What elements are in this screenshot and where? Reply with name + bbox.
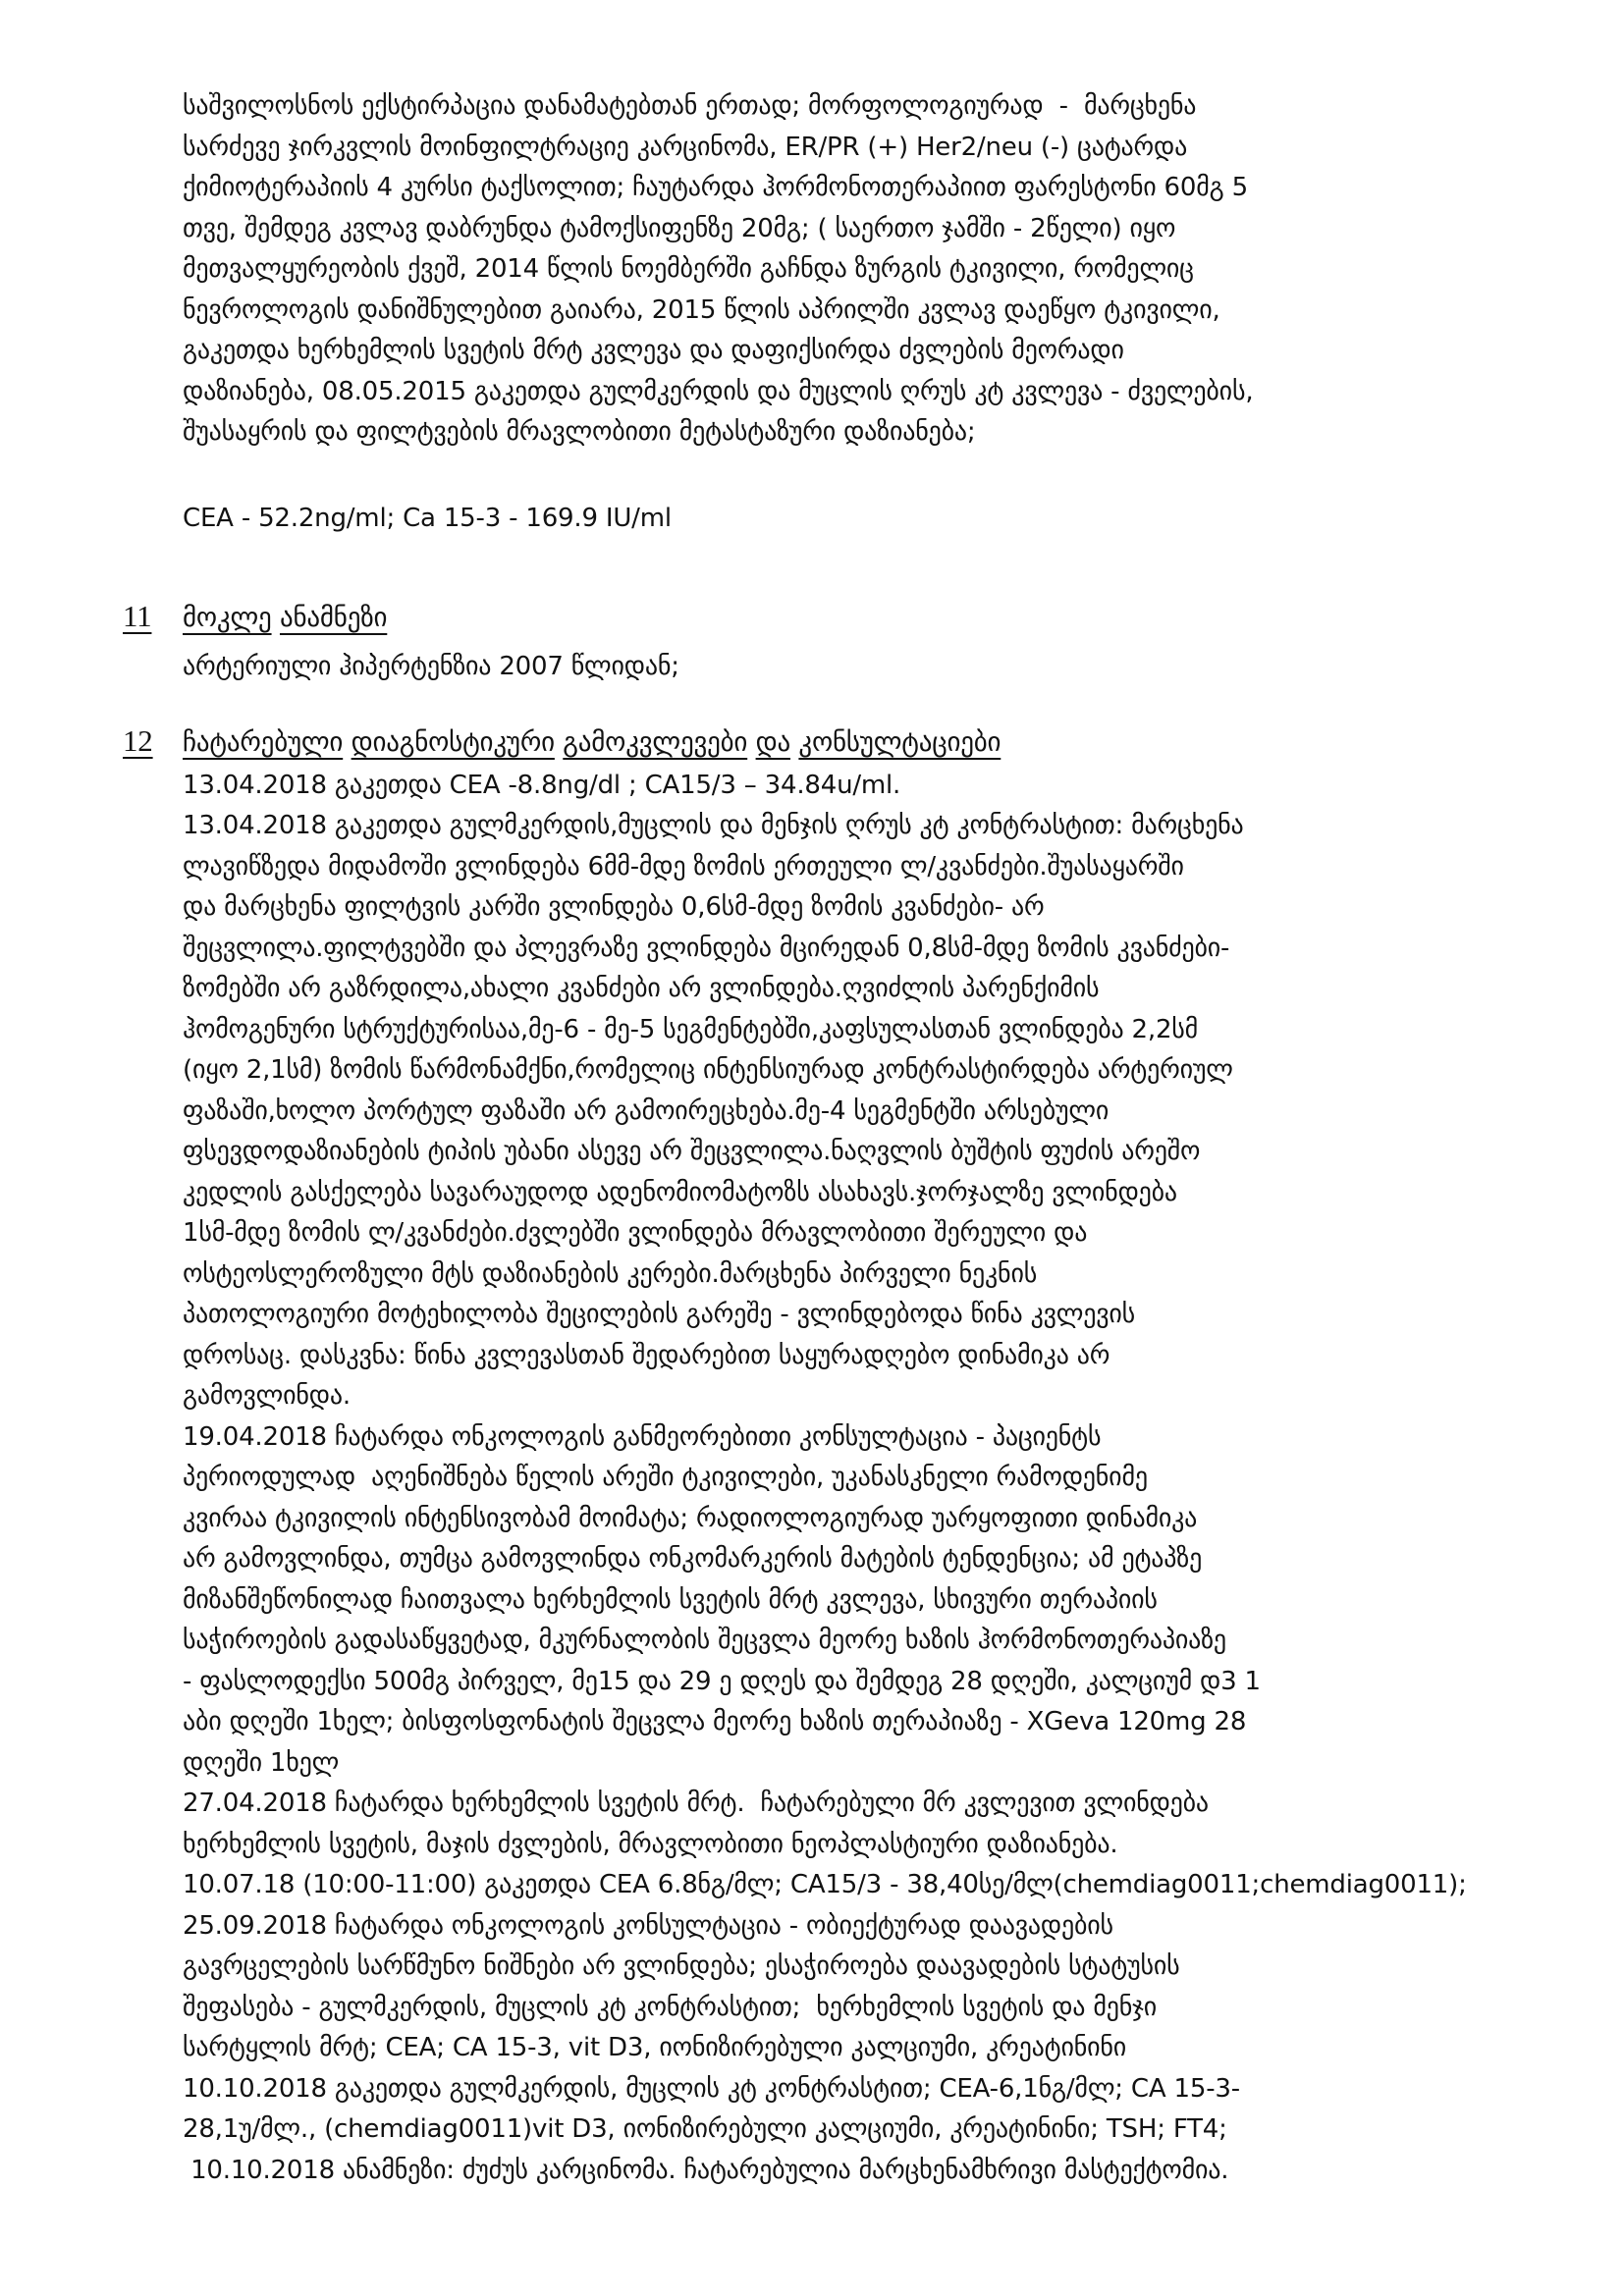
text-line: გამოვლინდა. [183, 1381, 351, 1411]
title-word: დიაგნოსტიკური [351, 727, 555, 758]
text-line: სარძევე ჯირკვლის მოინფილტრაციე კარცინომა, ER/PR (+) Her2/neu (-) ცატარდა [183, 132, 1188, 162]
text-line: 25.09.2018 ჩატარდა ონკოლოგის კონსულტაცია - ობიექტურად დაავადების [183, 1910, 1113, 1941]
section-title [183, 722, 1001, 764]
title-word: და [755, 727, 790, 758]
section-diagnostic-examinations [0, 721, 1624, 2191]
text-line: მეთვალყურეობის ქვეშ, 2014 წლის ნოემბერში გაჩნდა ზურგის ტკივილი, რომელიც [183, 254, 1194, 284]
section-number: 12 [123, 723, 153, 758]
text-line: დროსაც. დასკვნა: წინა კვლევასთან შედარებით საყურადღებო დინამიკა არ [183, 1340, 1110, 1370]
text-line: ჰომოგენური სტრუქტურისაა,მე-6 - მე-5 სეგმენტებში,კაფსულასთან ვლინდება 2,2სმ [183, 1014, 1199, 1044]
text-line: ქიმიოტერაპიის 4 კურსი ტაქსოლით; ჩაუტარდა ჰორმონოთერაპიით ფარესტონი 60მგ 5 [183, 173, 1248, 202]
title-word: კონსულტაციები [798, 727, 1001, 758]
text-line: 13.04.2018 გაკეთდა CEA -8.8ng/dl ; CA15/3 – 34.84u/ml. [183, 770, 901, 800]
title-word: ჩატარებული [183, 727, 344, 758]
text-line: (იყო 2,1სმ) ზომის წარმონამქნი,რომელიც ინტენსიურად კონტრასტირდება არტერიულ [183, 1055, 1233, 1085]
text-line: აბი დღეში 1ხელ; ბისფოსფონატის შეცვლა მეორე ხაზის თერაპიაზე - XGeva 120mg 28 [183, 1707, 1247, 1736]
text-line: არ გამოვლინდა, თუმცა გამოვლინდა ონკომარკერის მატების ტენდენცია; ამ ეტაპზე [183, 1544, 1203, 1574]
text-line: ლავიწზედა მიდამოში ვლინდება 6მმ-მდე ზომის ერთეული ლ/კვანძები.შუასაყარში [183, 851, 1184, 881]
text-line: ნევროლოგის დანიშნულებით გაიარა, 2015 წლის აპრილში კვლავ დაეწყო ტკივილი, [183, 294, 1220, 325]
text-line: საშვილოსნოს ექსტირპაცია დანამატებთან ერთად; მორფოლოგიურად - მარცხენა [183, 91, 1197, 121]
text-line: ზომებში არ გაზრდილა,ახალი კვანძები არ ვლინდება.ღვიძლის პარენქიმის [183, 974, 1100, 1003]
text-line: 27.04.2018 ჩატარდა ხერხემლის სვეტის მრტ. ჩატარებული მრ კვლევით ვლინდება [183, 1789, 1209, 1818]
text-line: 28,1უ/მლ., (chemdiag0011)vit D3, იონიზირებული კალციუმი, კრეატინინი; TSH; FT4; [183, 2114, 1227, 2144]
text-line: 10.10.2018 ანამნეზი: ძუძუს კარცინომა. ჩატარებულია მარცხენამხრივი მასტექტომია. [183, 2155, 1229, 2185]
text-line: დღეში 1ხელ [183, 1747, 340, 1778]
intro-paragraph [0, 0, 1624, 454]
lab-values-line: CEA - 52.2ng/ml; Ca 15-3 - 169.9 IU/ml [183, 503, 672, 533]
section-title [183, 598, 387, 639]
title-word: ანამნეზი [279, 603, 388, 633]
text-line: სარტყლის მრტ; CEA; CA 15-3, vit D3, იონიზირებული კალციუმი, კრეატინინი [183, 2033, 1127, 2062]
section-body [123, 647, 1624, 688]
text-line: ფაზაში,ხოლო პორტულ ფაზაში არ გამოირეცხება.მე-4 სეგმენტში არსებული [183, 1095, 1110, 1126]
text-line: 1სმ-მდე ზომის ლ/კვანძები.ძვლებში ვლინდება მრავლობითი შერეული და [183, 1218, 1088, 1248]
text-line: და მარცხენა ფილტვის კარში ვლინდება 0,6სმ-მდე ზომის კვანძები- არ [183, 892, 1045, 922]
text-line: 10.07.18 (10:00-11:00) გაკეთდა CEA 6.8ნგ/მლ; CA15/3 - 38,40სე/მლ(chemdiag0011;chemdiag0011); [183, 1870, 1467, 1899]
title-word: მოკლე [183, 603, 272, 633]
text-line: გაკეთდა ხერხემლის სვეტის მრტ კვლევა და დაფიქსირდა ძვლების მეორადი [183, 336, 1124, 365]
section-heading [123, 721, 1624, 764]
text-line: შეცვლილა.ფილტვებში და პლევრაზე ვლინდება მცირედან 0,8სმ-მდე ზომის კვანძები- [183, 933, 1230, 963]
text-line: საჭიროების გადასაწყვეტად, მკურნალობის შეცვლა მეორე ხაზის ჰორმონოთერაპიაზე [183, 1626, 1226, 1655]
title-word: გამოკვლევები [563, 727, 748, 758]
section-short-anamnesis [0, 596, 1624, 687]
text-line: ხერხემლის სვეტის, მაჯის ძვლების, მრავლობითი ნეოპლასტიური დაზიანება. [183, 1829, 1118, 1859]
text-line: მიზანშეწონილად ჩაითვალა ხერხემლის სვეტის მრტ კვლევა, სხივური თერაპიის [183, 1584, 1158, 1615]
section-number: 11 [123, 599, 152, 633]
text-line: შეფასება - გულმკერდის, მუცლის კტ კონტრასტით; ხერხემლის სვეტის და მენჯი [183, 1992, 1157, 2022]
section-heading [123, 596, 1624, 639]
text-line: კედლის გასქელება სავარაუდოდ ადენომიომატოზს ასახავს.ჯორჯალზე ვლინდება [183, 1177, 1177, 1207]
text-line: გავრცელების სარწმუნო ნიშნები არ ვლინდება; ესაჭიროება დაავადების სტატუსის [183, 1951, 1180, 1981]
text-line: პათოლოგიური მოტეხილობა შეცილების გარეშე - ვლინდებოდა წინა კვლევის [183, 1300, 1136, 1329]
text-line: 19.04.2018 ჩატარდა ონკოლოგის განმეორებითი კონსულტაცია - პაციენტს [183, 1421, 1102, 1452]
text-line: კვირაა ტკივილის ინტენსივობამ მოიმატა; რადიოლოგიურად უარყოფითი დინამიკა [183, 1503, 1198, 1533]
text-line: ოსტეოსლეროზული მტს დაზიანების კერები.მარცხენა პირველი ნეკნის [183, 1258, 1038, 1289]
text-line: შუასაყრის და ფილტვების მრავლობითი მეტასტაზური დაზიანება; [183, 417, 976, 447]
text-line: დაზიანება, 08.05.2015 გაკეთდა გულმკერდის და მუცლის ღრუს კტ კვლევა - ძველების, [183, 376, 1254, 406]
text-line: 10.10.2018 გაკეთდა გულმკერდის, მუცლის კტ კონტრასტით; CEA-6,1ნგ/მლ; CA 15-3- [183, 2073, 1240, 2104]
text-line: თვე, შემდეგ კვლავ დაბრუნდა ტამოქსიფენზე 20მგ; ( საერთო ჯამში - 2წელი) იყო [183, 213, 1176, 243]
text-line: პერიოდულად აღენიშნება წელის არეში ტკივილები, უკანასკნელი რამოდენიმე [183, 1463, 1148, 1492]
text-line: არტერიული ჰიპერტენზია 2007 წლიდან; [183, 651, 679, 681]
text-line: 13.04.2018 გაკეთდა გულმკერდის,მუცლის და მენჯის ღრუს კტ კონტრასტით: მარცხენა [183, 811, 1244, 840]
section-body [123, 766, 1624, 2192]
text-line: - ფასლოდექსი 500მგ პირველ, მე15 და 29 ე დღეს და შემდეგ 28 დღეში, კალციუმ დ3 1 [183, 1666, 1261, 1696]
text-line: ფსევდოდაზიანების ტიპის უბანი ასევე არ შეცვლილა.ნაღვლის ბუშტის ფუძის არეშო [183, 1137, 1201, 1166]
